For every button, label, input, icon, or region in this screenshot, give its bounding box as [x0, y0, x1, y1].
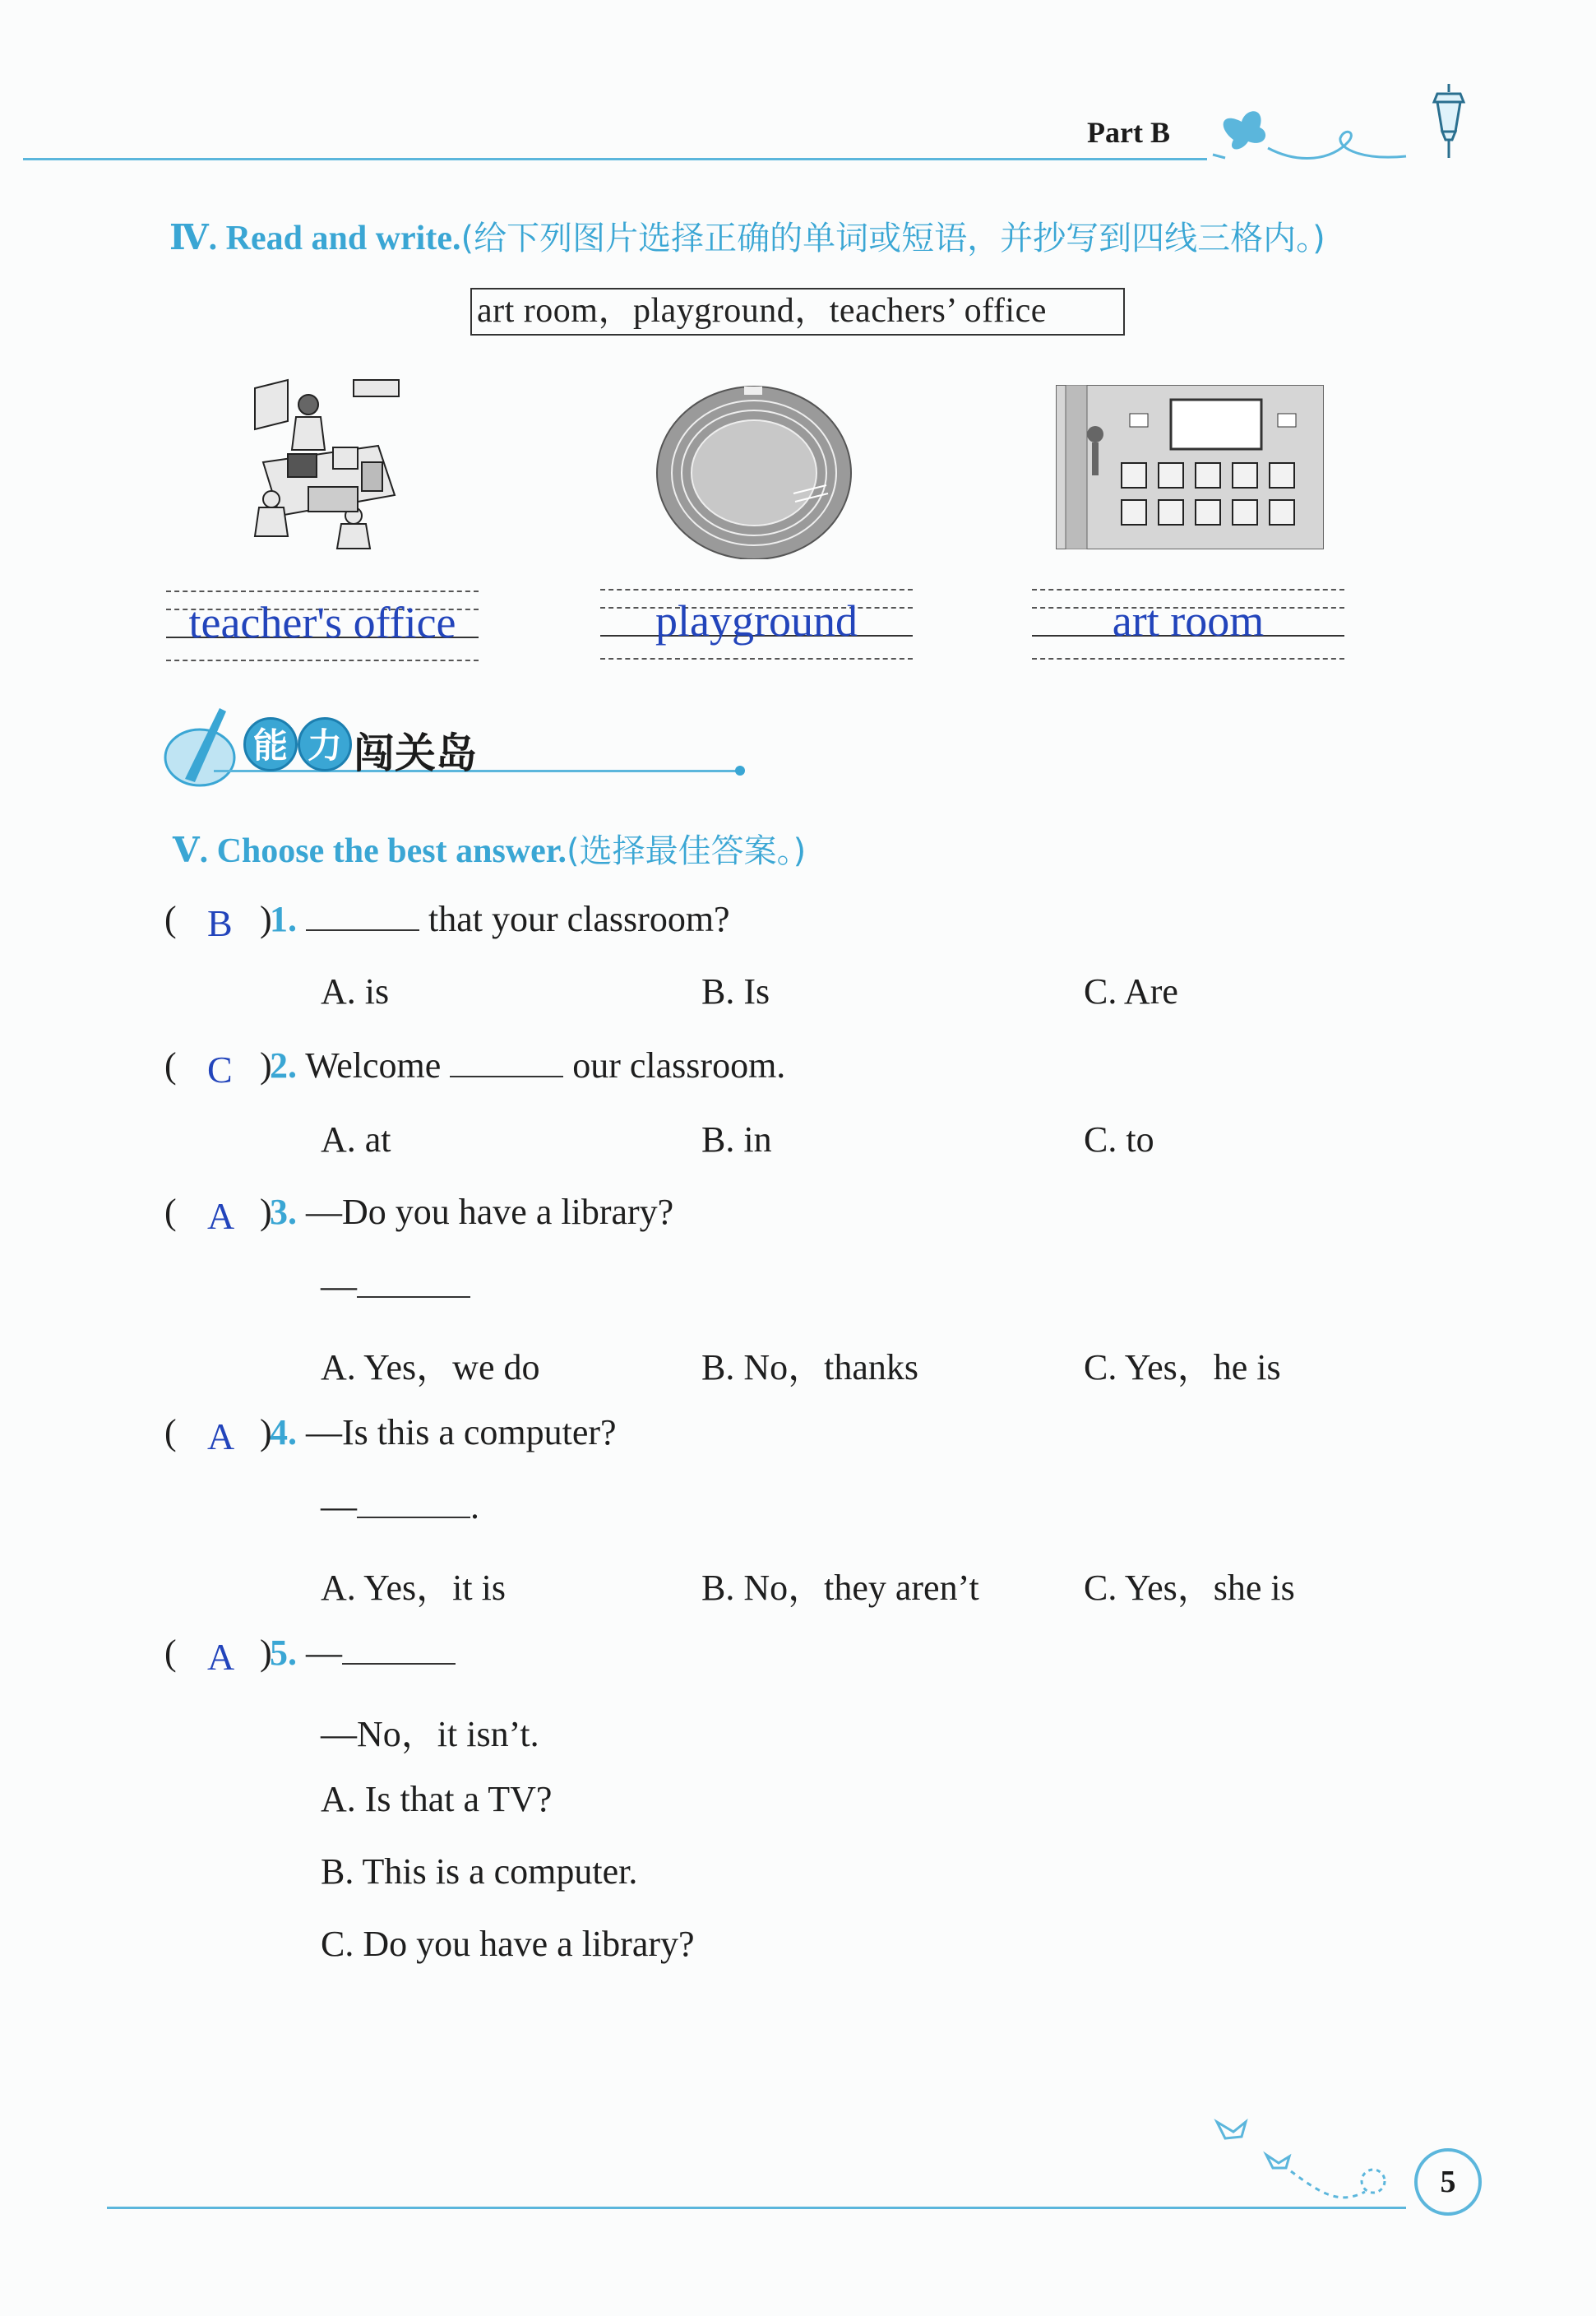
- q4-reply: [321, 1485, 479, 1527]
- q1-option-b: B. Is: [701, 971, 770, 1012]
- answer-blank-5: [342, 1632, 456, 1665]
- q5-reply: —No，it isn’t.: [321, 1714, 539, 1754]
- question-number-3: 3.: [270, 1192, 297, 1232]
- question-3: [164, 1191, 674, 1237]
- q5-option-c: C. Do you have a library?: [321, 1924, 695, 1964]
- banner-rule: [214, 770, 740, 772]
- page-number: 5: [1414, 2148, 1482, 2216]
- section-5-title-en: Ⅴ. Choose the best answer.: [173, 832, 567, 870]
- answer-bracket-4: ( A ): [164, 1412, 272, 1457]
- q1-option-c: C. Are: [1084, 971, 1178, 1012]
- answer-bracket-2: ( C ): [164, 1045, 272, 1091]
- q3-reply: [321, 1265, 470, 1307]
- q4-reply-blank: [357, 1485, 470, 1518]
- teachers-office-illustration: [238, 372, 403, 561]
- section-5-title: [173, 825, 806, 872]
- q4-option-b: B. No，they aren’t: [701, 1568, 979, 1608]
- question-stem-2a: Welcome: [297, 1045, 451, 1086]
- section-5-title-cn: (选择最佳答案。): [567, 832, 807, 870]
- footer-rule: [107, 2207, 1406, 2209]
- butterfly-lamp-decoration: [1209, 82, 1480, 164]
- q2-option-b: B. in: [701, 1119, 772, 1160]
- answer-choice-1: B: [207, 902, 233, 944]
- q3-reply-blank: [357, 1265, 470, 1298]
- answer-text-3: art room: [1112, 596, 1265, 646]
- q1-option-a: A. is: [321, 971, 390, 1012]
- q3-option-b: B. No，thanks: [701, 1347, 918, 1387]
- q5-option-b: B. This is a computer.: [321, 1851, 638, 1892]
- answer-text-2: playground: [655, 596, 858, 646]
- banner-char-2: 力: [298, 717, 352, 771]
- question-stem-2b: our classroom.: [563, 1045, 786, 1086]
- question-2: [164, 1045, 786, 1091]
- banner-title: 闯关岛: [354, 730, 477, 777]
- write-line-3: [1032, 582, 1344, 665]
- question-4: [164, 1411, 617, 1457]
- q2-option-a: A. at: [321, 1119, 391, 1160]
- q4-reply-period: .: [470, 1486, 479, 1526]
- answer-choice-3: A: [207, 1195, 235, 1237]
- question-number-5: 5.: [270, 1633, 297, 1673]
- section-4-title-en: Ⅳ. Read and write.: [169, 220, 461, 257]
- banner-char-1: 能: [243, 717, 298, 771]
- answer-choice-4: A: [207, 1415, 235, 1457]
- q4-reply-dash: —: [321, 1486, 357, 1526]
- question-stem-1: that your classroom?: [419, 899, 730, 939]
- answer-bracket-3: ( A ): [164, 1192, 272, 1237]
- q3-reply-dash: —: [321, 1266, 357, 1306]
- answer-bracket-1: ( B ): [164, 899, 272, 944]
- question-1: [164, 898, 730, 944]
- banner-dot: [735, 766, 745, 776]
- section-4-title: [169, 212, 1325, 259]
- question-number-4: 4.: [270, 1412, 297, 1452]
- write-line-1: [166, 584, 479, 666]
- answer-blank-2: [450, 1045, 563, 1077]
- question-5: [164, 1632, 456, 1678]
- question-stem-4: —Is this a computer?: [297, 1412, 617, 1452]
- playground-track-illustration: [654, 378, 855, 559]
- q4-option-a: A. Yes，it is: [321, 1568, 506, 1608]
- answer-text-1: teacher's office: [188, 598, 456, 647]
- answer-choice-2: C: [207, 1049, 233, 1091]
- word-box: art room，playground，teachers’ office: [470, 288, 1125, 336]
- write-line-2: [600, 582, 913, 665]
- section-4-title-cn: (给下列图片选择正确的单词或短语，并抄写到四线三格内。): [460, 220, 1325, 257]
- question-number-1: 1.: [270, 899, 297, 939]
- q5-option-a: A. Is that a TV?: [321, 1779, 553, 1819]
- answer-choice-5: A: [207, 1636, 235, 1678]
- q4-option-c: C. Yes，she is: [1084, 1568, 1295, 1608]
- question-stem-3: —Do you have a library?: [297, 1192, 674, 1232]
- answer-bracket-5: ( A ): [164, 1633, 272, 1678]
- header-rule: [23, 158, 1207, 160]
- q3-option-a: A. Yes，we do: [321, 1347, 540, 1387]
- art-room-illustration: [1056, 385, 1324, 549]
- question-stem-5: —: [297, 1633, 342, 1673]
- answer-blank-1: [306, 898, 419, 931]
- part-label: Part B: [1087, 116, 1170, 149]
- q3-option-c: C. Yes，he is: [1084, 1347, 1281, 1387]
- q2-option-c: C. to: [1084, 1119, 1154, 1160]
- question-number-2: 2.: [270, 1045, 297, 1086]
